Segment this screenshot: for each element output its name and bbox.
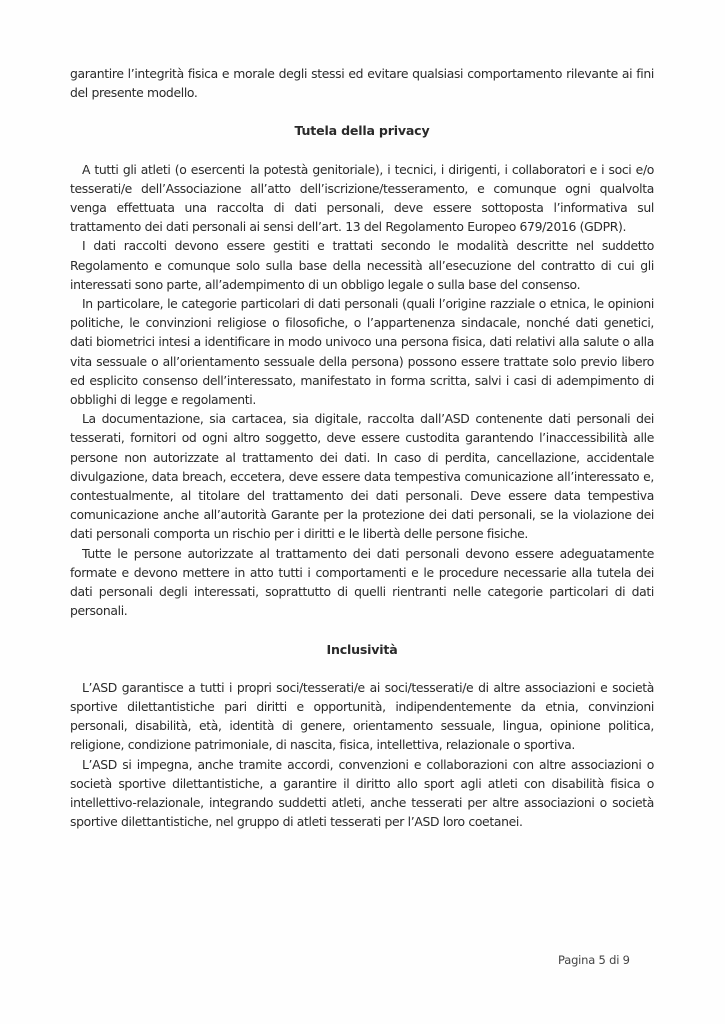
intro-paragraph: garantire l’integrità fisica e morale degli stessi ed evitare qualsiasi comportamento rilevante ai fini del presente modello. [70, 66, 654, 101]
privacy-paragraph-4: La documentazione, sia cartacea, sia digitale, raccolta dall’ASD contenente dati personali dei tesserati, fornitori od ogni altro soggetto, deve essere custodita garantendo l’inaccessibilità alle persone non autorizzate al trattamento dei dati. In caso di perdita, cancellazione, accidentale divulgazione, data breach, eccetera, deve essere data tempestiva comunicazione all’interessato e, contestualmente, al titolare del trattamento dei dati personali. Deve essere data tempestiva comunicazione anche all’autorità Garante per la protezione dei dati personali, se la violazione dei dati personali comporta un rischio per i diritti e le libertà delle persone fisiche. [70, 411, 654, 542]
privacy-paragraph-5: Tutte le persone autorizzate al trattamento dei dati personali devono essere adeguatamente formate e devono mettere in atto tutti i comportamenti e le procedure necessarie alla tutela dei dati personali degli interessati, soprattutto di quelli rientranti nelle categorie particolari di dati personali. [70, 545, 654, 619]
privacy-paragraph-1: A tutti gli atleti (o esercenti la potestà genitoriale), i tecnici, i dirigenti, i collaboratori e i soci e/o tesserati/e dell’Associazione all’atto dell’iscrizione/tesseramento, e comunque ogni qualvolta venga effettuata una raccolta di dati personali, deve essere sottoposta l’informativa sul trattamento dei dati personali ai sensi dell’art. 13 del Regolamento Europeo 679/2016 (GDPR). [70, 161, 654, 235]
page-body [70, 64, 654, 831]
page-number: Pagina 5 di 9 [558, 953, 630, 967]
section-heading-privacy: Tutela della privacy [294, 123, 430, 139]
inclusivity-paragraph-2: L’ASD si impegna, anche tramite accordi, convenzioni e collaborazioni con altre associazioni o società sportive dilettantistiche, a garantire il diritto allo sport agli atleti con disabilità fisica o intellettivo-relazionale, integrando suddetti atleti, anche tesserati per altre associazioni o società sportive dilettantistiche, nel gruppo di atleti tesserati per l’ASD loro coetanei. [70, 756, 654, 830]
privacy-paragraph-2: I dati raccolti devono essere gestiti e trattati secondo le modalità descritte nel suddetto Regolamento e comunque solo sulla base della necessità all’esecuzione del contratto di cui gli interessati sono parte, all’adempimento di un obbligo legale o sulla base del consenso. [70, 238, 654, 292]
section-heading-inclusivity: Inclusività [326, 642, 398, 658]
inclusivity-paragraph-1: L’ASD garantisce a tutti i propri soci/tesserati/e ai soci/tesserati/e di altre associazioni e società sportive dilettantistiche pari diritti e opportunità, indipendentemente da etnia, convinzioni personali, disabilità, età, identità di genere, orientamento sessuale, lingua, opinione politica, religione, condizione patrimoniale, di nascita, fisica, intellettiva, relazionale o sportiva. [70, 679, 654, 753]
privacy-paragraph-3: In particolare, le categorie particolari di dati personali (quali l’origine razziale o etnica, le opinioni politiche, le convinzioni religiose o filosofiche, o l’appartenenza sindacale, nonché dati genetici, dati biometrici intesi a identificare in modo univoco una persona fisica, dati relativi alla salute o alla vita sessuale o all’orientamento sessuale della persona) possono essere trattate solo previo libero ed esplicito consenso dell’interessato, manifestato in forma scritta, salvi i casi di adempimento di obblighi di legge e regolamenti. [70, 296, 654, 408]
